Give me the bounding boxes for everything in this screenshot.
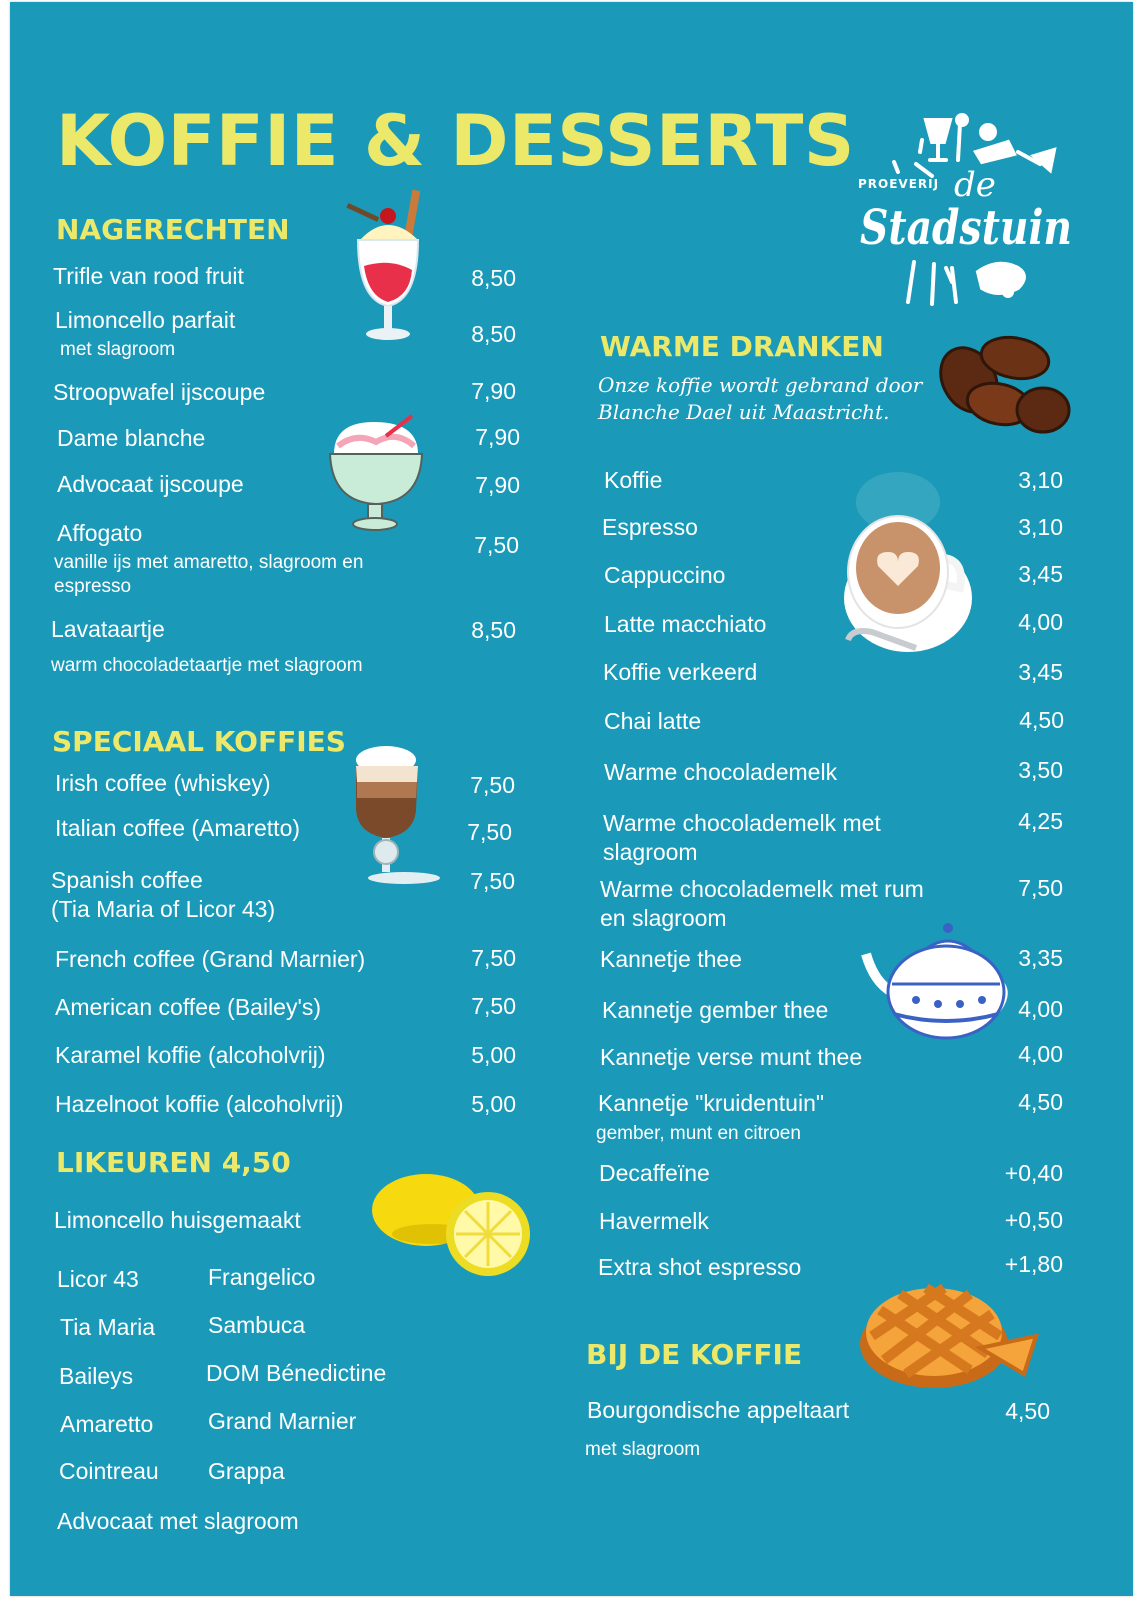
stadstuin-logo xyxy=(858,112,1078,312)
item-subtitle: vanille ijs met amaretto, slagroom en xyxy=(54,552,364,573)
item-subtitle: met slagroom xyxy=(60,339,176,360)
item-price: +1,80 xyxy=(1004,1251,1063,1277)
item-name: Irish coffee (whiskey) xyxy=(55,770,271,796)
lemon-icon xyxy=(372,1166,536,1282)
item-price: 4,00 xyxy=(1018,1041,1063,1067)
item-name: Cappuccino xyxy=(604,562,726,588)
item-name: Bourgondische appeltaart xyxy=(587,1397,850,1423)
ice-cream-cup-icon xyxy=(326,414,426,534)
item-name: Extra shot espresso xyxy=(598,1254,802,1280)
item-price: 7,50 xyxy=(470,772,515,798)
item-price: 8,50 xyxy=(471,617,516,643)
item-price: 3,45 xyxy=(1018,659,1063,685)
cappuccino-cup-icon xyxy=(842,468,974,654)
likeur-item: Tia Maria xyxy=(60,1314,155,1340)
item-name: Chai latte xyxy=(604,708,702,734)
likeur-item: Amaretto xyxy=(60,1411,154,1437)
item-name: French coffee (Grand Marnier) xyxy=(55,946,366,972)
teapot-icon xyxy=(860,922,1010,1046)
logo-script-small: de xyxy=(954,165,996,205)
item-name: Trifle van rood fruit xyxy=(53,263,244,289)
apple-pie-icon xyxy=(860,1270,1038,1394)
item-name: (Tia Maria of Licor 43) xyxy=(51,896,276,922)
heading-warme-dranken: WARME DRANKEN xyxy=(600,330,884,363)
item-name: Espresso xyxy=(602,514,698,540)
item-name: Kannetje verse munt thee xyxy=(600,1044,863,1070)
heading-nagerechten: NAGERECHTEN xyxy=(56,213,290,246)
item-name: Havermelk xyxy=(599,1208,709,1234)
item-price: 4,00 xyxy=(1018,609,1063,635)
irish-coffee-glass-icon xyxy=(352,742,444,898)
item-name: Kannetje "kruidentuin" xyxy=(598,1090,825,1116)
item-price: 3,35 xyxy=(1018,945,1063,971)
likeur-item: Grappa xyxy=(208,1458,285,1484)
item-price: 7,90 xyxy=(475,424,520,450)
item-name: Spanish coffee xyxy=(51,867,203,893)
item-price: 3,10 xyxy=(1018,467,1063,493)
item-price: 7,50 xyxy=(471,945,516,971)
item-name: Warme chocolademelk met rum xyxy=(600,876,924,902)
item-name: Stroopwafel ijscoupe xyxy=(53,379,266,405)
item-subtitle: met slagroom xyxy=(585,1439,701,1460)
item-price: 4,00 xyxy=(1018,996,1063,1022)
item-name: Karamel koffie (alcoholvrij) xyxy=(55,1042,326,1068)
item-price: 4,50 xyxy=(1018,1089,1063,1115)
item-price: 3,45 xyxy=(1018,561,1063,587)
item-name: Decaffeïne xyxy=(599,1160,710,1186)
item-name: Koffie verkeerd xyxy=(603,659,758,685)
menu-title: KOFFIE & DESSERTS xyxy=(56,100,855,182)
likeur-item: Baileys xyxy=(59,1363,134,1389)
item-price: 5,00 xyxy=(471,1091,516,1117)
item-name: Italian coffee (Amaretto) xyxy=(55,815,301,841)
item-name: Latte macchiato xyxy=(604,611,767,637)
likeur-item: Sambuca xyxy=(208,1312,306,1338)
item-price: 5,00 xyxy=(471,1042,516,1068)
item-name: slagroom xyxy=(603,839,698,865)
item-name: Lavataartje xyxy=(51,616,165,642)
item-name: Warme chocolademelk xyxy=(604,759,838,785)
likeur-item: Advocaat met slagroom xyxy=(57,1508,299,1534)
roaster-note-line: Blanche Dael uit Maastricht. xyxy=(598,400,890,424)
item-subtitle: warm chocoladetaartje met slagroom xyxy=(51,655,363,676)
item-subtitle: espresso xyxy=(54,576,132,597)
item-price: 7,50 xyxy=(474,532,519,558)
item-name: Advocaat ijscoupe xyxy=(57,471,244,497)
item-price: 3,10 xyxy=(1018,514,1063,540)
item-price: 7,50 xyxy=(467,819,512,845)
item-price: +0,40 xyxy=(1004,1160,1063,1186)
roaster-note xyxy=(598,372,922,426)
item-name: Dame blanche xyxy=(57,425,206,451)
roaster-note-line: Onze koffie wordt gebrand door xyxy=(598,373,923,397)
likeur-item: Frangelico xyxy=(208,1264,316,1290)
item-price: 7,90 xyxy=(471,378,516,404)
item-name: Kannetje gember thee xyxy=(602,997,829,1023)
item-price: 7,50 xyxy=(470,868,515,894)
coffee-beans-icon xyxy=(935,334,1075,438)
item-price: 8,50 xyxy=(471,321,516,347)
item-name: American coffee (Bailey's) xyxy=(55,994,322,1020)
likeur-item: Licor 43 xyxy=(57,1266,139,1292)
item-name: Limoncello parfait xyxy=(55,307,236,333)
item-price: 4,25 xyxy=(1018,808,1063,834)
item-price: 3,50 xyxy=(1018,757,1063,783)
likeur-item: Limoncello huisgemaakt xyxy=(54,1207,301,1233)
heading-bij-de-koffie: BIJ DE KOFFIE xyxy=(586,1338,803,1371)
item-price: 7,90 xyxy=(475,472,520,498)
item-price: 4,50 xyxy=(1005,1398,1050,1424)
item-price: 4,50 xyxy=(1019,707,1064,733)
likeur-item: Cointreau xyxy=(59,1458,159,1484)
item-price: 8,50 xyxy=(471,265,516,291)
item-price: +0,50 xyxy=(1004,1207,1063,1233)
heading-speciaal-koffies: SPECIAAL KOFFIES xyxy=(52,725,346,758)
logo-top-text: PROEVERIJ xyxy=(858,177,940,191)
sundae-icon xyxy=(338,188,438,348)
heading-likeuren: LIKEUREN 4,50 xyxy=(56,1146,291,1179)
item-name: en slagroom xyxy=(600,905,727,931)
likeur-item: Grand Marnier xyxy=(208,1408,357,1434)
item-name: Affogato xyxy=(57,520,143,546)
item-name: Koffie xyxy=(604,467,663,493)
item-subtitle: gember, munt en citroen xyxy=(596,1123,801,1144)
item-name: Hazelnoot koffie (alcoholvrij) xyxy=(55,1091,344,1117)
item-name: Kannetje thee xyxy=(600,946,742,972)
item-price: 7,50 xyxy=(471,993,516,1019)
likeur-item: DOM Bénedictine xyxy=(206,1360,387,1386)
logo-script-big: Stadstuin xyxy=(860,200,1072,256)
item-price: 7,50 xyxy=(1018,875,1063,901)
item-name: Warme chocolademelk met xyxy=(603,810,881,836)
